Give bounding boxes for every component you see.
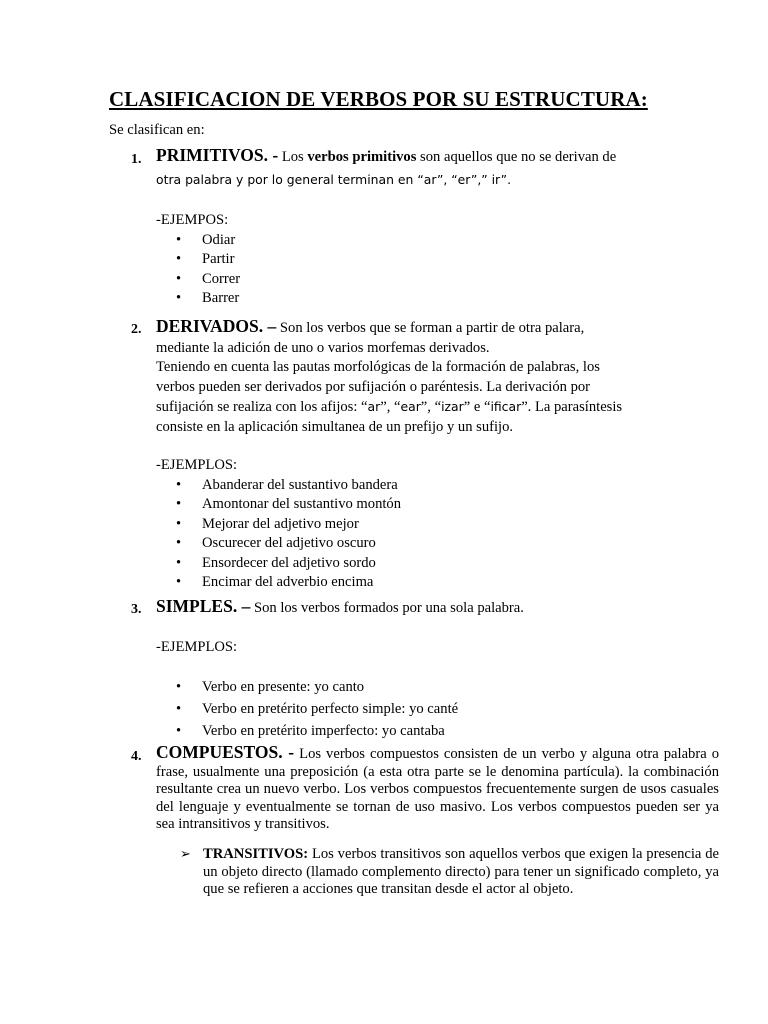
section-2-number: 2. xyxy=(131,322,142,337)
section-4-number: 4. xyxy=(131,749,142,764)
arrow-bullet-icon: ➢ xyxy=(180,847,191,862)
section-3-number: 3. xyxy=(131,602,142,617)
section-1-text-bold: verbos primitivos xyxy=(307,149,417,165)
suffix-ificar: ificar xyxy=(490,399,522,414)
section-2-line-2: mediante la adición de uno o varios morfemas derivados. xyxy=(156,339,490,356)
intro-text: Se clasifican en: xyxy=(109,122,205,138)
section-2-line-1: Son los verbos que se forman a partir de otra palara, xyxy=(276,320,585,336)
section-2-line-5 xyxy=(156,397,719,418)
section-2-heading: DERIVADOS. – xyxy=(156,316,277,336)
section-1-line-2: otra palabra y por lo general terminan en “ar”, “er”,” ir”. xyxy=(156,171,512,187)
list-item: • Encimar del adverbio encima xyxy=(156,573,719,593)
section-4-heading: COMPUESTOS. - xyxy=(156,742,295,762)
list-item: • Barrer xyxy=(156,289,719,309)
page-title: CLASIFICACION DE VERBOS POR SU ESTRUCTURA: xyxy=(109,87,648,111)
text-fragment: sufijación se realiza con los afijos: “ xyxy=(156,399,368,415)
section-2-line-3: Teniendo en cuenta las pautas morfológicas de la formación de palabras, los xyxy=(156,359,600,375)
text-fragment: ” e “ xyxy=(463,399,491,415)
subsection-label: TRANSITIVOS: xyxy=(203,846,309,862)
section-1-number: 1. xyxy=(131,152,142,167)
section-2-examples-label: -EJEMPLOS: xyxy=(156,457,238,473)
section-compuestos xyxy=(156,744,719,834)
list-item: • Verbo en pretérito perfecto simple: yo canté xyxy=(156,698,719,720)
section-3-line-1: Son los verbos formados por una sola palabra. xyxy=(250,600,524,616)
list-item: • Odiar xyxy=(156,231,719,251)
section-1-examples-label: -EJEMPOS: xyxy=(156,212,229,228)
list-item: • Amontonar del sustantivo montón xyxy=(156,495,719,515)
text-fragment: ”, “ xyxy=(420,399,442,415)
suffix-izar: izar xyxy=(441,399,464,414)
section-primitivos xyxy=(156,146,719,309)
section-2-line-6: consiste en la aplicación simultanea de un prefijo y un sufijo. xyxy=(156,418,514,435)
list-item: • Ensordecer del adjetivo sordo xyxy=(156,554,719,574)
section-3-examples-list xyxy=(156,676,719,742)
list-item: • Correr xyxy=(156,270,719,290)
subsection-body: Los verbos transitivos son aquellos verbos que exigen la presencia de un objeto directo (llamado complemento directo) para tener un significado completo, ya que se refieren a acciones que transitan desde el actor al objeto. xyxy=(203,846,719,897)
subsection-text xyxy=(203,846,719,899)
list-item: • Verbo en presente: yo canto xyxy=(156,676,719,698)
list-item: • Verbo en pretérito imperfecto: yo cantaba xyxy=(156,720,719,742)
section-4-text: Los verbos compuestos consisten de un verbo y alguna otra palabra o frase, usualmente una preposición (a esta otra parte se le denomina partícula). la combinación resultante crea un nuevo verbo. Los verbos compuestos frecuentemente surgen de usos casuales del lenguaje y eventualmente se tornan de uso masivo. Los verbos compuestos pueden ser ya sea intransitivos y transitivos. xyxy=(156,746,719,833)
suffix-ear: ear xyxy=(400,399,421,414)
list-item: • Abanderar del sustantivo bandera xyxy=(156,476,719,496)
section-1-examples-list xyxy=(156,231,719,309)
list-item: • Partir xyxy=(156,250,719,270)
section-2-line-4: verbos pueden ser derivados por sufijación o paréntesis. La derivación por xyxy=(156,378,591,395)
list-item: • Mejorar del adjetivo mejor xyxy=(156,515,719,535)
section-2-examples-list xyxy=(156,476,719,593)
text-fragment: ”, “ xyxy=(380,399,401,415)
section-3-examples-label: -EJEMPLOS: xyxy=(156,638,238,655)
text-fragment: ”. La parasíntesis xyxy=(521,399,623,415)
section-1-heading: PRIMITIVOS. - xyxy=(156,145,279,165)
section-1-text-pre: Los xyxy=(278,149,308,165)
section-simples xyxy=(156,597,719,742)
suffix-ar: ar xyxy=(367,399,381,414)
subsection-transitivos xyxy=(180,846,719,899)
list-item: • Oscurecer del adjetivo oscuro xyxy=(156,534,719,554)
section-derivados xyxy=(156,317,719,593)
section-1-text-post: son aquellos que no se derivan de xyxy=(416,149,617,165)
section-3-heading: SIMPLES. – xyxy=(156,596,251,616)
